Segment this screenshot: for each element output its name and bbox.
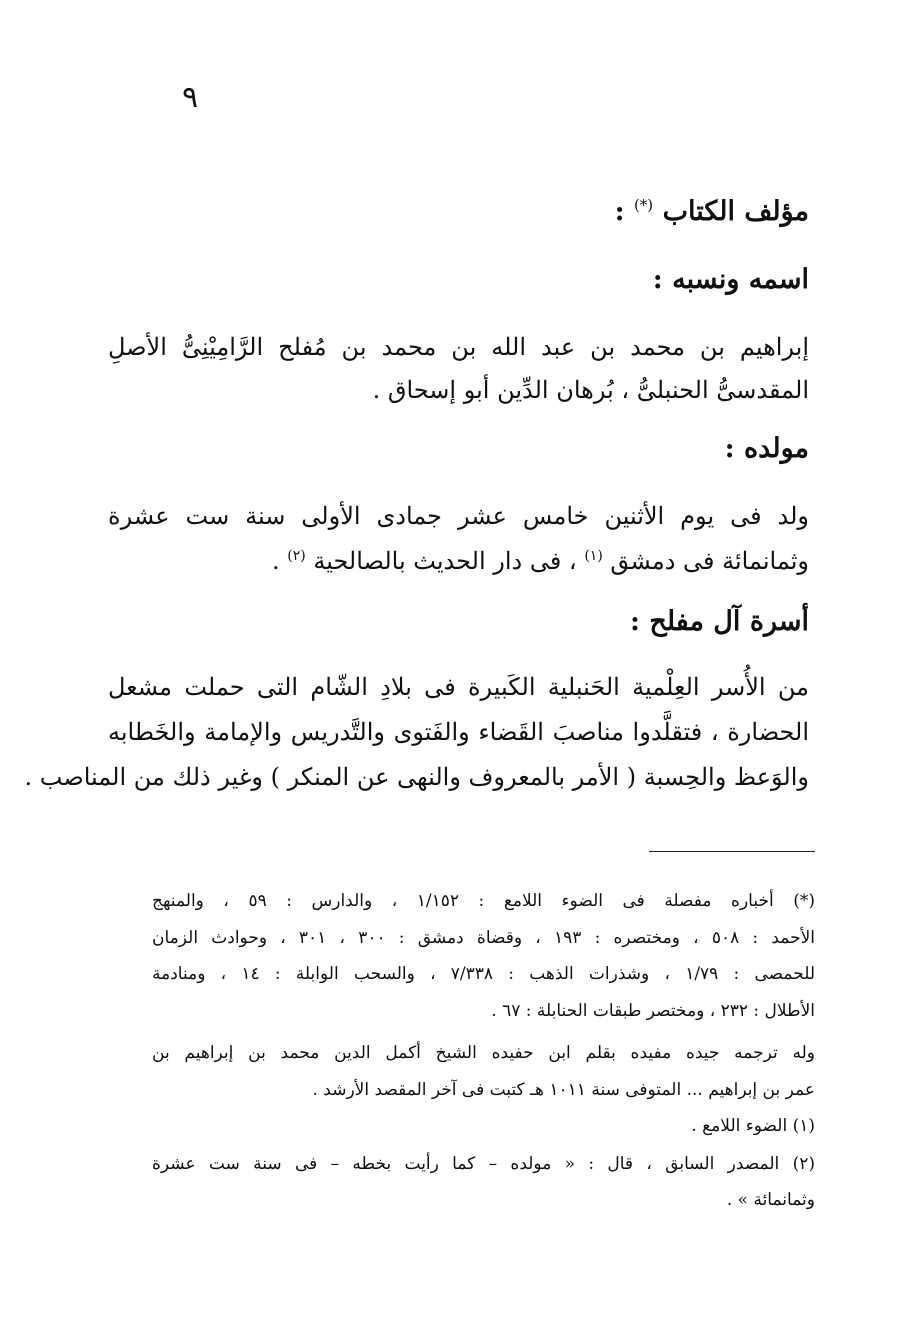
footnote-biography-line-2: عمر بن إبراهيم ... المتوفى سنة ١٠١١ هـ كتبت فى آخر المقصد الأرشد .: [312, 1080, 815, 1100]
author-heading-colon: :: [614, 196, 625, 227]
birth-line-2-part-3: .: [271, 547, 280, 575]
footnote-star-line-2: الأحمد : ٥٠٨ ، ومختصره : ١٩٣ ، وقضاة دمشق : ٣٠٠ ، ٣٠١ ، وحوادث الزمان: [152, 928, 816, 948]
name-lineage-line-1: إبراهيم بن محمد بن عبد الله بن محمد بن مُفلح الرَّامِيْنِىُّ الأصلِ: [108, 333, 809, 361]
name-lineage-line-2: المقدسىُّ الحنبلىُّ ، بُرهان الدِّين أبو إسحاق .: [372, 376, 809, 404]
footnote-ref-1: (١): [584, 548, 603, 564]
footnote-star-line-4: الأطلال : ٢٣٢ ، ومختصر طبقات الحنابلة : ٦٧ .: [491, 1001, 815, 1021]
family-line-1: من الأُسر العِلْمية الحَنبلية الكَبيرة فى بلادِ الشّام التى حملت مشعل: [108, 673, 809, 701]
birth-line-2-part-2: ، فى دار الحديث بالصالحية: [313, 547, 577, 575]
author-heading: [615, 196, 809, 227]
footnote-biography-line-1: وله ترجمه جيده مفيده بقلم ابن حفيده الشيخ أكمل الدين محمد بن إبراهيم بن: [152, 1043, 815, 1063]
footnote-ref-2: (٢): [287, 548, 306, 564]
footnote-1: (١) الضوء اللامع .: [691, 1116, 815, 1136]
birth-line-2-part-1: وثمانمائة فى دمشق: [610, 547, 809, 575]
page-number: ٩: [181, 80, 199, 115]
footnote-star-line-3: للحمصى : ١/٧٩ ، وشذرات الذهب : ٧/٣٣٨ ، والسحب الوابلة : ١٤ ، ومنادمة: [152, 964, 816, 984]
name-lineage-heading: اسمه ونسبه :: [652, 264, 809, 295]
birth-line-2: [272, 547, 809, 575]
family-line-2: الحضارة ، فتقلَّدوا مناصبَ القَضاء والفَتوى والتَّدريس والإمامة والخَطابه: [108, 718, 809, 746]
family-line-3: والوَعظ والحِسبة ( الأمر بالمعروف والنهى عن المنكر ) وغير ذلك من المناصب .: [24, 763, 809, 791]
footnote-2-line-2: وثمانمائة » .: [726, 1190, 815, 1210]
footnote-star-line-1: (*) أخباره مفصلة فى الضوء اللامع : ١/١٥٢ ، والدارس : ٥٩ ، والمنهج: [152, 891, 815, 911]
footnote-2-line-1: (٢) المصدر السابق ، قال : « مولده – كما رأيت بخطه – فى سنة ست عشرة: [152, 1154, 815, 1174]
author-heading-text: مؤلف الكتاب: [662, 196, 809, 227]
footnote-separator: [649, 851, 815, 852]
family-heading: أسرة آل مفلح :: [630, 606, 809, 637]
author-footnote-marker: (*): [633, 196, 654, 214]
birth-heading: مولده :: [724, 433, 809, 464]
birth-line-1: ولد فى يوم الأثنين خامس عشر جمادى الأولى سنة ست عشرة: [108, 502, 809, 530]
